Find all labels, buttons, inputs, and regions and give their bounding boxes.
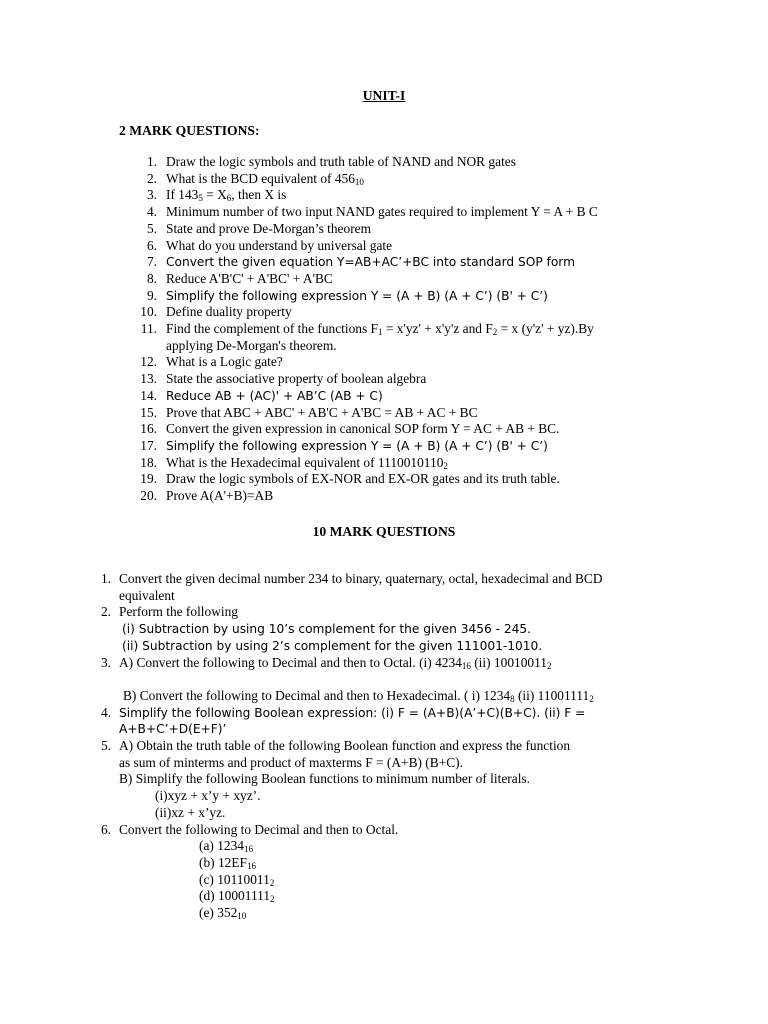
list-item: 10. Define duality property — [140, 304, 292, 320]
sub-question: (i) Subtraction by using 10’s complement for the given 3456 - 245. — [122, 622, 532, 637]
list-item: 3. A) Convert the following to Decimal and then to Octal. (i) $4234_{16}$ (ii) $10010011_2$ B) Convert the following to Decimal and then to Hexadecimal. ( i) $1234_8$ (ii) $11001111_2$ — [100, 654, 594, 704]
unit-title: UNIT-I — [362, 88, 406, 103]
list-item: 11. Find the complement of the functions $F_1 = x'yz' + x'y'z$ and $F_2 = x$ (y'z' + yz).By applying De-Morgan's theorem. — [140, 321, 594, 353]
list-item: 14. Reduce AB + (AC)' + AB’C (AB + C) — [140, 387, 383, 403]
list-item: 4. Minimum number of two input NAND gates required to implement Y = A + B C — [146, 204, 598, 220]
list-item: 16. Convert the given expression in canonical SOP form Y = AC + AB + BC. — [140, 421, 560, 437]
list-item: 5. A) Obtain the truth table of the following Boolean function and express the function as sum of minterms and product of maxterms F = (A+B) (B+C). B) Simplify the following Boolean functions to minimum number of literals. (i)xyz + x’y + xyz’. (ii)xz + x’yz. — [100, 738, 571, 820]
list-item: 17. Simplify the following expression Y = (A + B) (A + C’) (B' + C’) — [140, 437, 548, 453]
list-item: 4. Simplify the following Boolean expression: (i) F = (A+B)(A’+C)(B+C). (ii) F = A+B+C’+D(E+F)’ — [100, 704, 586, 737]
sub-part: (d) $10001111_2$ — [199, 888, 275, 905]
list-item: 15. Prove that ABC + ABC' + AB'C + A'BC = AB + AC + BC — [140, 404, 478, 420]
list-item: 6. What do you understand by universal gate — [146, 237, 393, 253]
section-10mark-title: 10 MARK QUESTIONS — [312, 524, 456, 539]
sub-part: (e) $352_{10}$ — [199, 905, 247, 922]
list-item: 1. Draw the logic symbols and truth table of NAND and NOR gates — [146, 154, 516, 169]
list-item: 5. State and prove De-Morgan’s theorem — [146, 220, 372, 236]
list-item: 2. What is the BCD equivalent of $456_{10}$ — [146, 170, 364, 187]
section-2mark-title: 2 MARK QUESTIONS: — [119, 123, 260, 138]
sub-part: (c) $10110011_2$ — [199, 871, 275, 888]
ten-mark-question-list — [95, 571, 675, 922]
list-item: 6. Convert the following to Decimal and then to Octal. (a) $1234_{16}$ (b) $12EF_{16}$ (c) $10110011_2$ (d) $10001111_2$ (e) $352_{10}$ — [95, 822, 675, 922]
list-item: 1. Convert the given decimal number 234 to binary, quaternary, octal, hexadecimal and BCD equivalent — [100, 571, 603, 603]
list-item: 18. What is the Hexadecimal equivalent of $1110010110_2$ — [140, 454, 448, 471]
list-item: 20. Prove A(A'+B)=AB — [140, 488, 274, 504]
list-item: 12. What is a Logic gate? — [140, 354, 283, 370]
list-item: 19. Draw the logic symbols of EX-NOR and EX-OR gates and its truth table. — [140, 471, 560, 487]
list-item: 9. Simplify the following expression Y = (A + B) (A + C’) (B' + C’) — [146, 287, 548, 303]
two-mark-question-list — [139, 154, 699, 505]
sub-part: (a) $1234_{16}$ — [199, 838, 253, 855]
list-item: 8. Reduce A'B'C' + A'BC' + A'BC — [146, 270, 333, 286]
sub-question: (ii) Subtraction by using 2’s complement for the given 111001-1010. — [122, 638, 543, 653]
list-item: 7. Convert the given equation Y=AB+AC’+BC into standard SOP form — [146, 254, 575, 270]
sub-part: (b) $12EF_{16}$ — [199, 854, 256, 871]
list-item: 3. If $143_5 = X_6$, then X is — [146, 187, 287, 204]
list-item: 13. State the associative property of boolean algebra — [140, 371, 427, 387]
list-item: 2. Perform the following (i) Subtraction by using 10’s complement for the given 3456 - 245. (ii) Subtraction by using 2’s complement for the given 111001-1010. — [95, 604, 675, 654]
